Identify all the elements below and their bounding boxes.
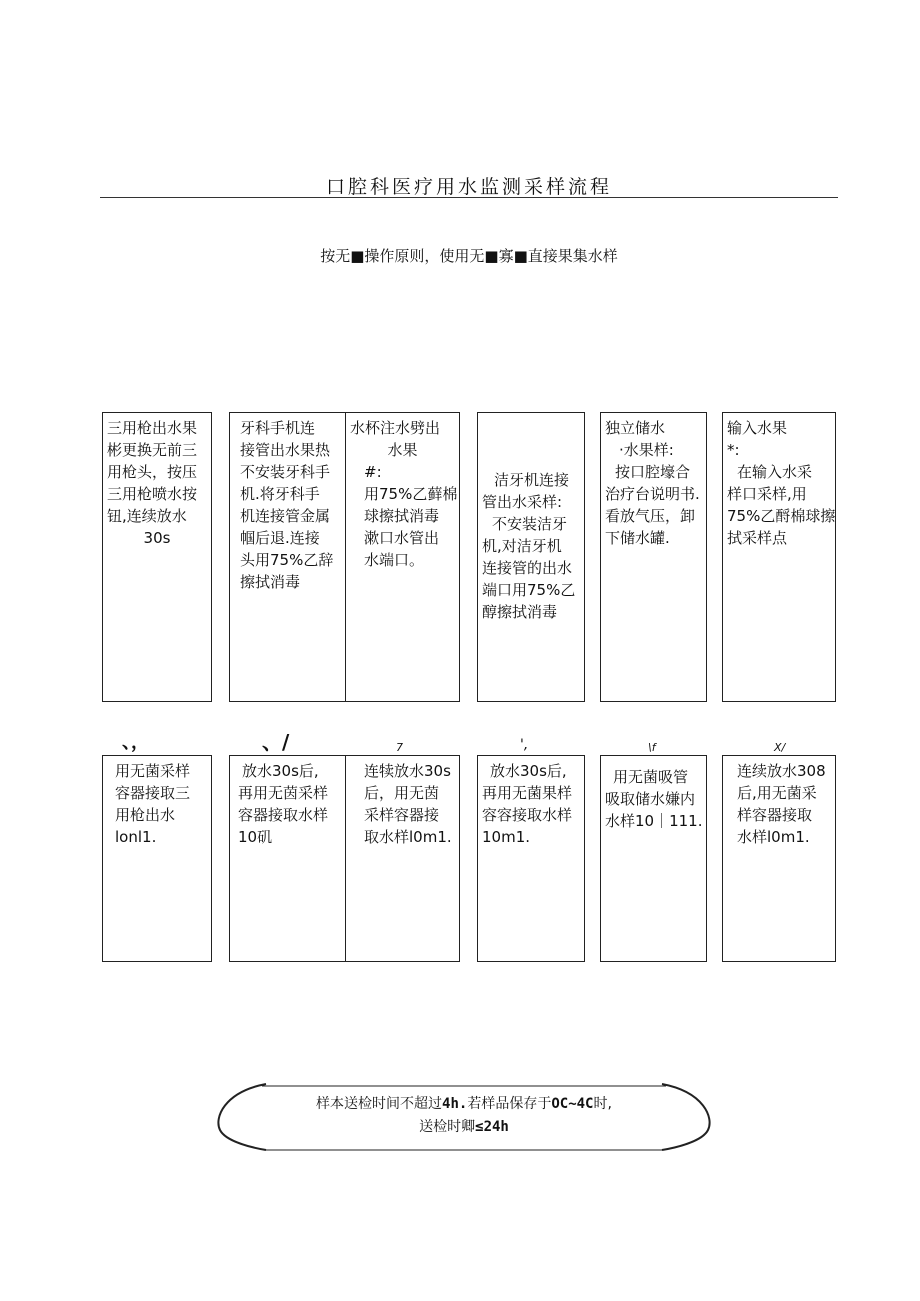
- page-title: 口腔科医疗用水监测采样流程: [325, 176, 612, 198]
- step-box-water-reservoir: [600, 412, 707, 702]
- note-text: 送检时卿: [419, 1119, 476, 1135]
- note-text: ≤24h: [475, 1119, 509, 1135]
- text-line: 取水样l0m1.: [364, 828, 452, 846]
- text-line: 治疗台说明书.: [605, 485, 700, 503]
- text-line: 机.将牙科手: [240, 485, 320, 503]
- note-text: 样本送检时间不超过: [316, 1096, 443, 1112]
- note-text: OC~4C: [551, 1096, 594, 1112]
- step-box-scaler: [477, 412, 585, 702]
- step-box-inlet-water: [722, 412, 836, 702]
- text-line: 放水30s后,: [242, 762, 319, 780]
- text-line: 独立储水: [605, 419, 666, 437]
- text-line: 再用无菌果样: [482, 784, 573, 802]
- step-box-air-water-syringe: [102, 412, 212, 702]
- connector-mark: X/: [774, 741, 786, 754]
- text-line: 再用无茵采样: [238, 784, 329, 802]
- text-line: 看放气压，卸: [605, 507, 696, 525]
- text-line: 容容接取水样: [482, 806, 573, 824]
- connector-mark: \f: [648, 741, 656, 754]
- connector-mark: ',: [520, 737, 529, 753]
- text-line: #:: [364, 463, 382, 481]
- collect-box-inlet-water: [722, 755, 836, 962]
- text-line: 球擦拭消毒: [364, 507, 440, 525]
- collect-box-water-reservoir: [600, 755, 707, 962]
- text-line: 用无菌吸管: [613, 768, 689, 786]
- text-line: 擦拭消毒: [240, 573, 301, 591]
- text-line: 后，用无茵: [364, 784, 440, 802]
- text-line: 10矶: [238, 828, 273, 846]
- text-line: 管出水采样:: [482, 493, 563, 511]
- text-line: ·水果样:: [619, 441, 674, 459]
- text-line: 不安装洁牙: [492, 515, 568, 533]
- text-line: *:: [727, 441, 740, 459]
- collect-box-air-water-syringe: [102, 755, 212, 962]
- text-line: lonl1.: [115, 828, 157, 846]
- title-divider: [100, 197, 838, 198]
- text-line: 用枪出水: [115, 806, 176, 824]
- text-line: 连续放水308: [737, 762, 826, 780]
- text-line: 端口用75%乙: [482, 581, 576, 599]
- collect-box-scaler: [477, 755, 585, 962]
- text-line: 下储水罐.: [605, 529, 670, 547]
- text-line: 按口腔壕合: [615, 463, 691, 481]
- text-line: 彬更换无前三: [107, 441, 198, 459]
- text-line: 钮,连续放水: [107, 507, 187, 525]
- text-line: 水端口。: [364, 551, 425, 569]
- text-line: 三用枪出水果: [107, 419, 198, 437]
- text-line: 放水30s后,: [490, 762, 567, 780]
- connector-mark: 、，: [122, 732, 149, 753]
- text-line: 不安装牙科手: [240, 463, 331, 481]
- text-line: 机,对洁牙机: [482, 537, 562, 555]
- text-line: 吸取储水嫌内: [605, 790, 696, 808]
- text-line: 接管出水果热: [240, 441, 331, 459]
- text-line: 10m1.: [482, 828, 531, 846]
- note-line-2: [214, 1116, 714, 1138]
- text-line: 连接管的出水: [482, 559, 573, 577]
- text-line: 样口采样,用: [727, 485, 807, 503]
- text-line: 采样容器接: [364, 806, 440, 824]
- text-line: 连犊放水30s: [364, 762, 451, 780]
- text-line: 头用75%乙辞: [240, 551, 334, 569]
- text-line: 容器接取三: [115, 784, 191, 802]
- text-line: 30s: [143, 529, 171, 547]
- text-line: 75%乙酹棉球擦: [727, 507, 836, 525]
- connector-mark: 、/: [262, 730, 290, 754]
- text-line: 醇擦拭消毒: [482, 603, 558, 621]
- note-text: 时,: [593, 1096, 612, 1112]
- text-line: 洁牙机连接: [494, 471, 570, 489]
- delivery-note-frame: [214, 1078, 714, 1152]
- text-line: 水果: [387, 441, 418, 459]
- text-line: 帼后退.连接: [240, 529, 320, 547]
- text-line: 用75%乙藓棉: [364, 485, 458, 503]
- text-line: 漱口水管出: [364, 529, 440, 547]
- step-box-handpiece: [229, 412, 346, 702]
- text-line: 输入水果: [727, 419, 788, 437]
- page-subtitle: 按无■操作原则，使用无■寡■直接果集水样: [320, 247, 618, 265]
- collect-box-handpiece: [229, 755, 346, 962]
- text-line: 用无菌采样: [115, 762, 191, 780]
- note-text: 4h.: [442, 1096, 468, 1112]
- text-line: 拭采样点: [727, 529, 788, 547]
- step-box-cup-filler: [345, 412, 460, 702]
- note-text: 若样品保存于: [467, 1096, 552, 1112]
- text-line: 三用枪喷水按: [107, 485, 198, 503]
- text-line: 水杯注水劈出: [350, 419, 441, 437]
- collect-box-cup-filler: [345, 755, 460, 962]
- text-line: 水样10｜111.: [605, 812, 703, 830]
- text-line: 样容器接取: [737, 806, 813, 824]
- text-line: 后,用无菌采: [737, 784, 817, 802]
- text-line: 在输入水采: [737, 463, 813, 481]
- text-line: 机连接管金属: [240, 507, 331, 525]
- text-line: 牙科手机连: [240, 419, 316, 437]
- text-line: 用枪头，按压: [107, 463, 198, 481]
- text-line: 水样l0m1.: [737, 828, 810, 846]
- note-frame-outline: [214, 1078, 714, 1152]
- text-line: 容器接取水样: [238, 806, 329, 824]
- note-line-1: [214, 1093, 714, 1115]
- connector-mark: 7: [396, 741, 403, 754]
